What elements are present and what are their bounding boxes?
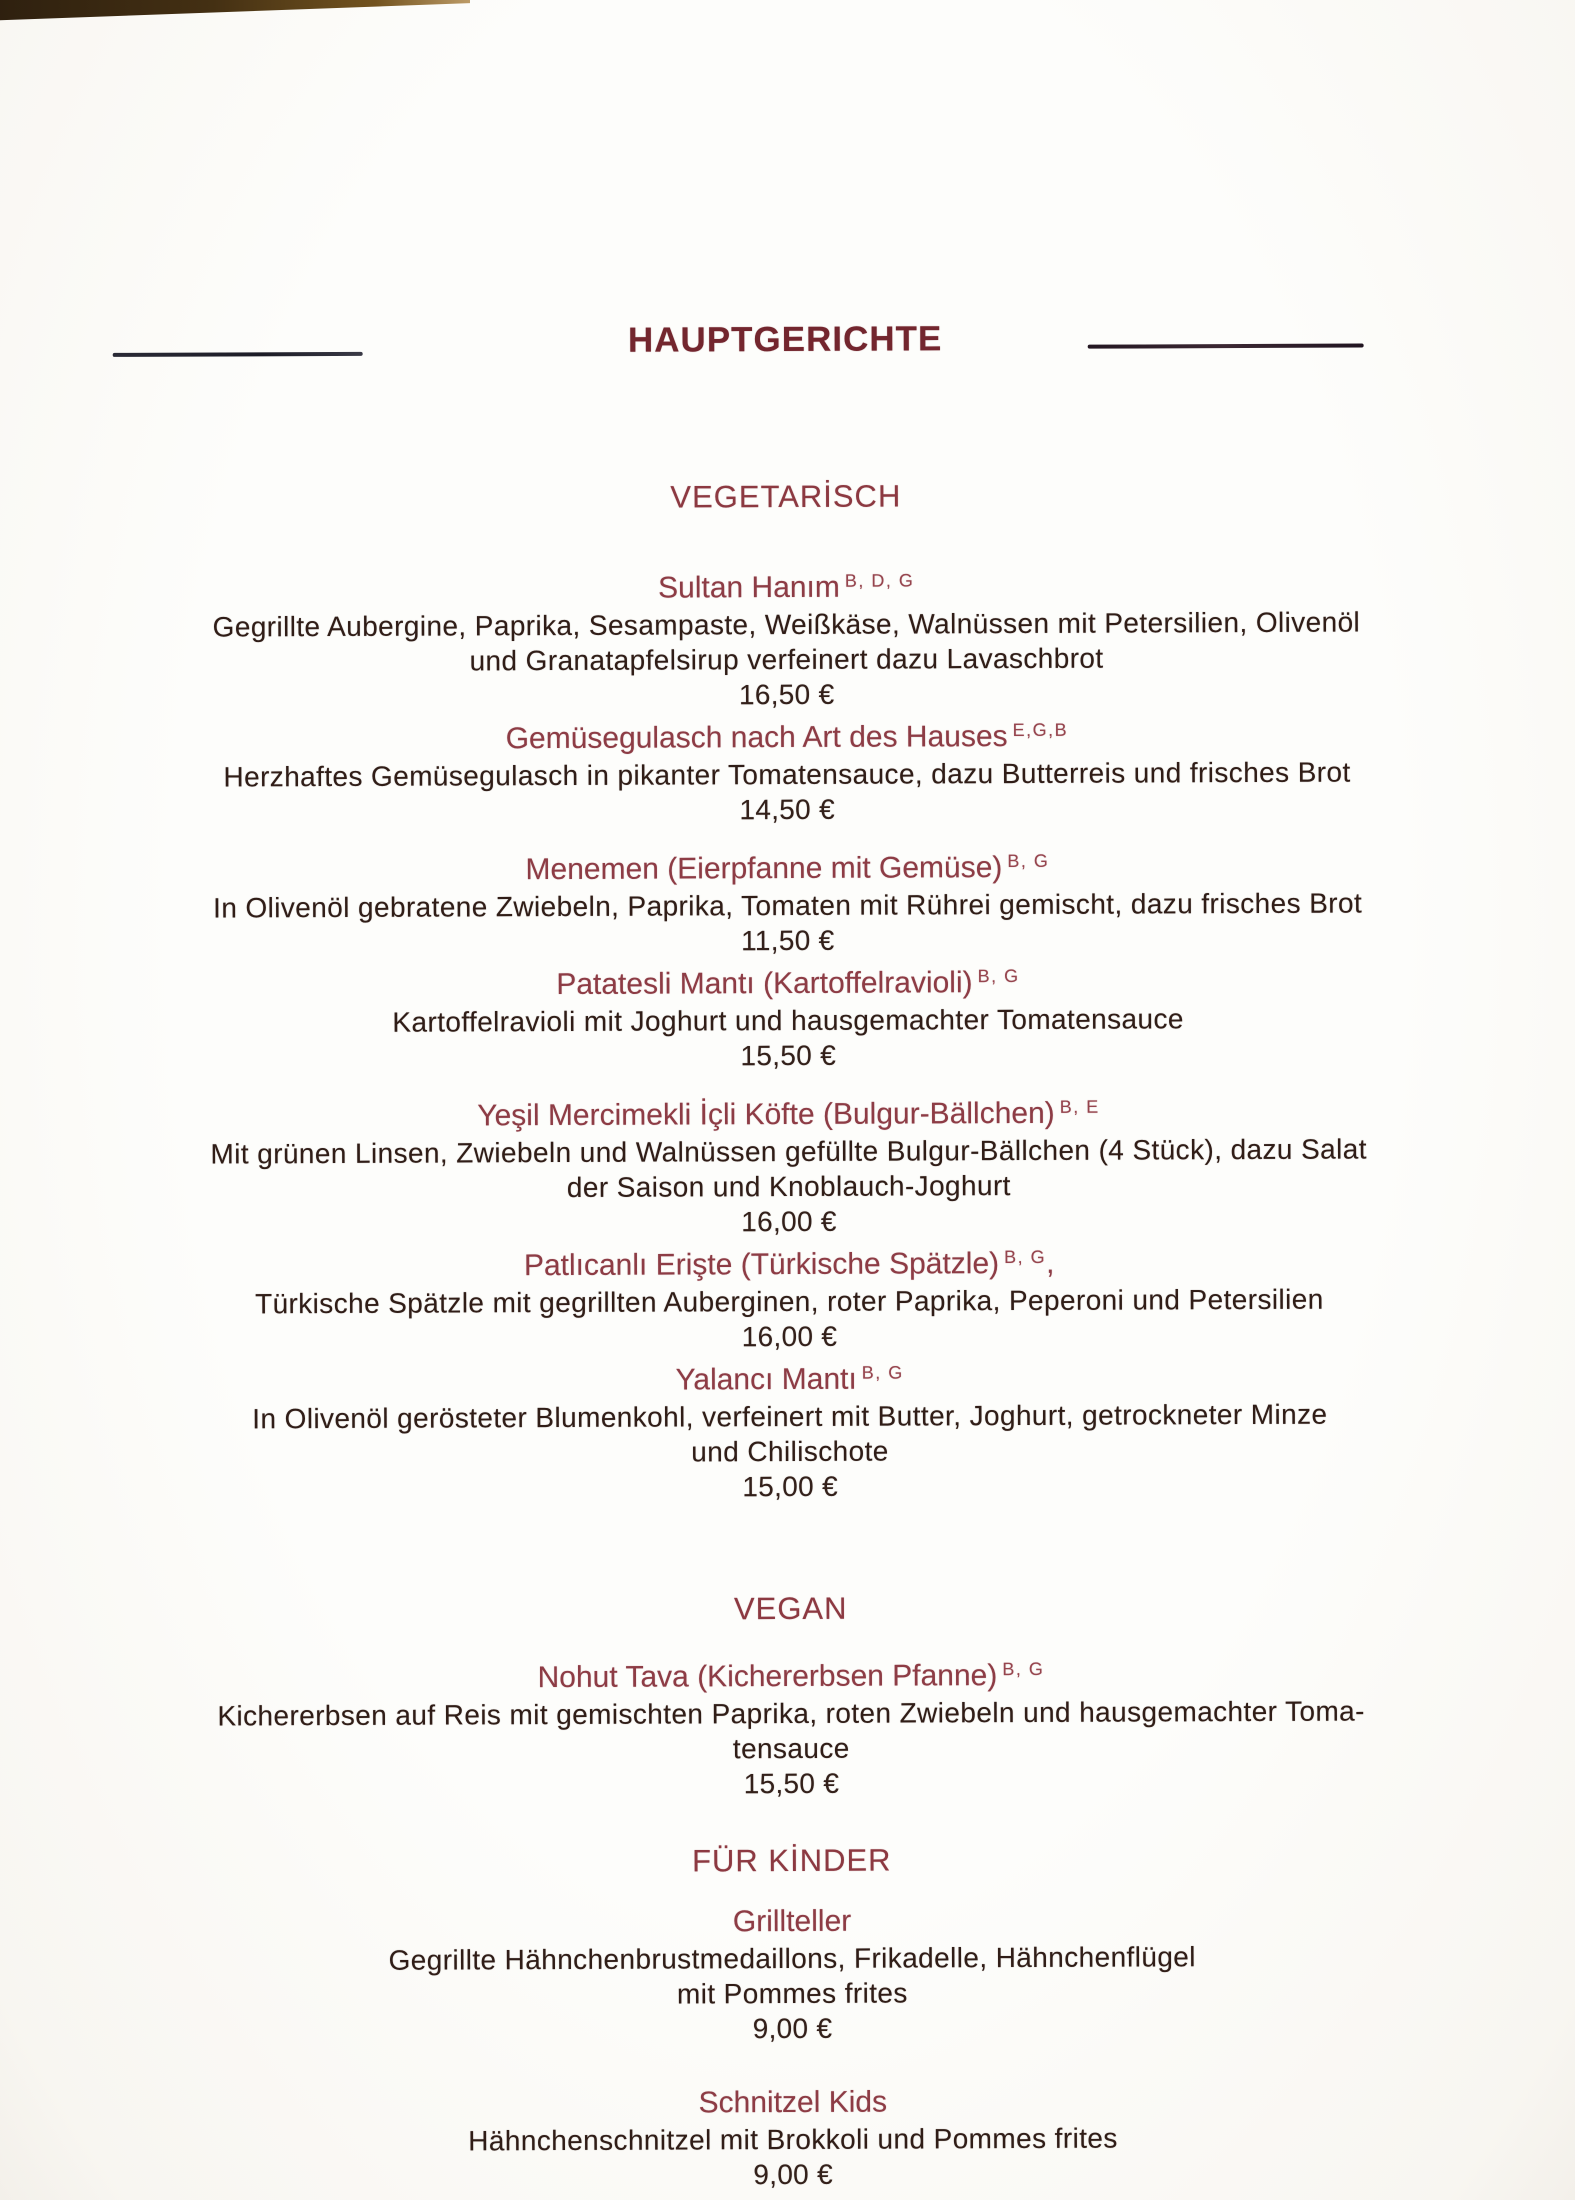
- item-name-text: Patlıcanlı Erişte (Türkische Spätzle): [523, 1247, 1000, 1283]
- item-description: [5, 1938, 1575, 2015]
- allergen-codes: B, G: [1002, 1658, 1045, 1680]
- item-description-line: und Granatapfelsirup verfeinert dazu Lavaschbrot: [469, 642, 1104, 677]
- item-description-line: Hähnchenschnitzel mit Brokkoli und Pommes frites: [468, 2122, 1118, 2157]
- menu-item: [0, 559, 1574, 716]
- section-items: [3, 1648, 1575, 1805]
- item-name: [0, 559, 1574, 611]
- item-description-line: tensauce: [732, 1732, 850, 1765]
- item-price: 11,50 €: [740, 924, 835, 957]
- menu-section-vegan: [3, 1586, 1575, 1805]
- item-price: 15,50 €: [740, 1039, 837, 1072]
- menu-item: [1, 1086, 1575, 1243]
- section-items: [4, 1900, 1575, 2196]
- title-row: [0, 309, 1573, 372]
- item-description-line: und Chilischote: [691, 1435, 889, 1468]
- item-name-text: Yeşil Mercimekli İçli Köfte (Bulgur-Bällchen): [477, 1096, 1055, 1133]
- item-name: [0, 709, 1574, 761]
- item-description-line: Gegrillte Hähnchenbrustmedaillons, Frikadelle, Hähnchenflügel: [388, 1941, 1196, 1976]
- item-name-text: Gemüsegulasch nach Art des Hauses: [505, 720, 1008, 756]
- item-name-text: Nohut Tava (Kichererbsen Pfanne): [537, 1659, 998, 1695]
- menu-item: [4, 1900, 1575, 2050]
- allergen-codes: B, D, G: [844, 570, 915, 591]
- item-name: [2, 1351, 1575, 1403]
- item-name: [3, 1648, 1575, 1700]
- item-name-suffix: ,: [1046, 1246, 1055, 1280]
- page-title: HAUPTGERICHTE: [627, 319, 943, 360]
- allergen-codes: B, E: [1059, 1096, 1100, 1117]
- item-name-text: Grillteller: [732, 1904, 852, 1939]
- allergen-codes: B, G: [1004, 1246, 1047, 1268]
- menu-item: [2, 1351, 1575, 1508]
- item-name-text: Yalancı Mantı: [675, 1362, 857, 1397]
- section-heading: FÜR KİNDER: [691, 1842, 892, 1879]
- item-name-text: Patatesli Mantı (Kartoffelravioli): [556, 966, 973, 1002]
- item-name: [1, 1086, 1575, 1138]
- item-name: [0, 840, 1575, 892]
- menu-item: [0, 840, 1575, 962]
- item-name-text: Sultan Hanım: [658, 570, 840, 605]
- item-price: 15,50 €: [743, 1767, 840, 1800]
- item-description-line: Herzhaftes Gemüsegulasch in pikanter Tomatensauce, dazu Butterreis und frisches Brot: [223, 756, 1351, 793]
- item-price: 9,00 €: [752, 2012, 833, 2045]
- item-price: 15,00 €: [742, 1470, 838, 1503]
- item-description: [1, 1131, 1575, 1208]
- item-name-text: Schnitzel Kids: [698, 2085, 888, 2120]
- menu-item: [2, 1236, 1575, 1358]
- section-heading: VEGAN: [733, 1590, 848, 1627]
- item-price: 9,00 €: [753, 2158, 834, 2191]
- allergen-codes: E,G,B: [1012, 719, 1069, 741]
- item-price: 16,50 €: [738, 678, 835, 711]
- item-description-line: Kartoffelravioli mit Joghurt und hausgemachter Tomatensauce: [392, 1003, 1184, 1038]
- menu-item: [0, 955, 1575, 1077]
- item-name: [0, 955, 1575, 1007]
- item-description-line: Kichererbsen auf Reis mit gemischten Paprika, roten Zwiebeln und hausgemachter Toma-: [217, 1695, 1365, 1732]
- item-description: [4, 1693, 1575, 1770]
- item-description-line: Gegrillte Aubergine, Paprika, Sesampaste, Weißkäse, Walnüssen mit Petersilien, Olivenöl: [212, 606, 1361, 643]
- allergen-codes: B, G: [977, 965, 1020, 987]
- section-heading: VEGETARİSCH: [670, 478, 902, 515]
- item-description: [0, 754, 1575, 796]
- menu-section-vegetarisch: [0, 474, 1575, 1508]
- item-description-line: mit Pommes frites: [676, 1977, 908, 2010]
- menu-item: [5, 2081, 1575, 2196]
- allergen-codes: B, G: [1007, 850, 1050, 872]
- item-description-line: Mit grünen Linsen, Zwiebeln und Walnüssen gefüllte Bulgur-Bällchen (4 Stück), dazu Salat: [210, 1133, 1367, 1170]
- item-name-text: Menemen (Eierpfanne mit Gemüse): [525, 851, 1003, 887]
- menu-item: [3, 1648, 1575, 1805]
- item-price: 16,00 €: [741, 1205, 837, 1238]
- item-name: [2, 1236, 1575, 1288]
- item-description-line: In Olivenöl gebratene Zwiebeln, Paprika, Tomaten mit Rührei gemischt, dazu frisches Brot: [213, 887, 1363, 924]
- menu-sections: [0, 474, 1575, 2196]
- section-items: [0, 559, 1575, 1508]
- item-description-line: In Olivenöl gerösteter Blumenkohl, verfeinert mit Butter, Joghurt, getrockneter Minze: [252, 1398, 1328, 1435]
- item-description: [2, 1396, 1575, 1473]
- item-description-line: der Saison und Knoblauch-Joghurt: [566, 1170, 1011, 1203]
- allergen-codes: B, G: [861, 1362, 904, 1383]
- menu-section-kinder: [4, 1838, 1575, 2196]
- item-price: 16,00 €: [741, 1320, 838, 1353]
- item-description-line: Türkische Spätzle mit gegrillten Auberginen, roter Paprika, Peperoni und Petersilien: [254, 1283, 1324, 1320]
- item-description: [0, 885, 1575, 927]
- item-description: [0, 604, 1574, 681]
- menu-item: [0, 709, 1575, 831]
- item-price: 14,50 €: [739, 793, 836, 826]
